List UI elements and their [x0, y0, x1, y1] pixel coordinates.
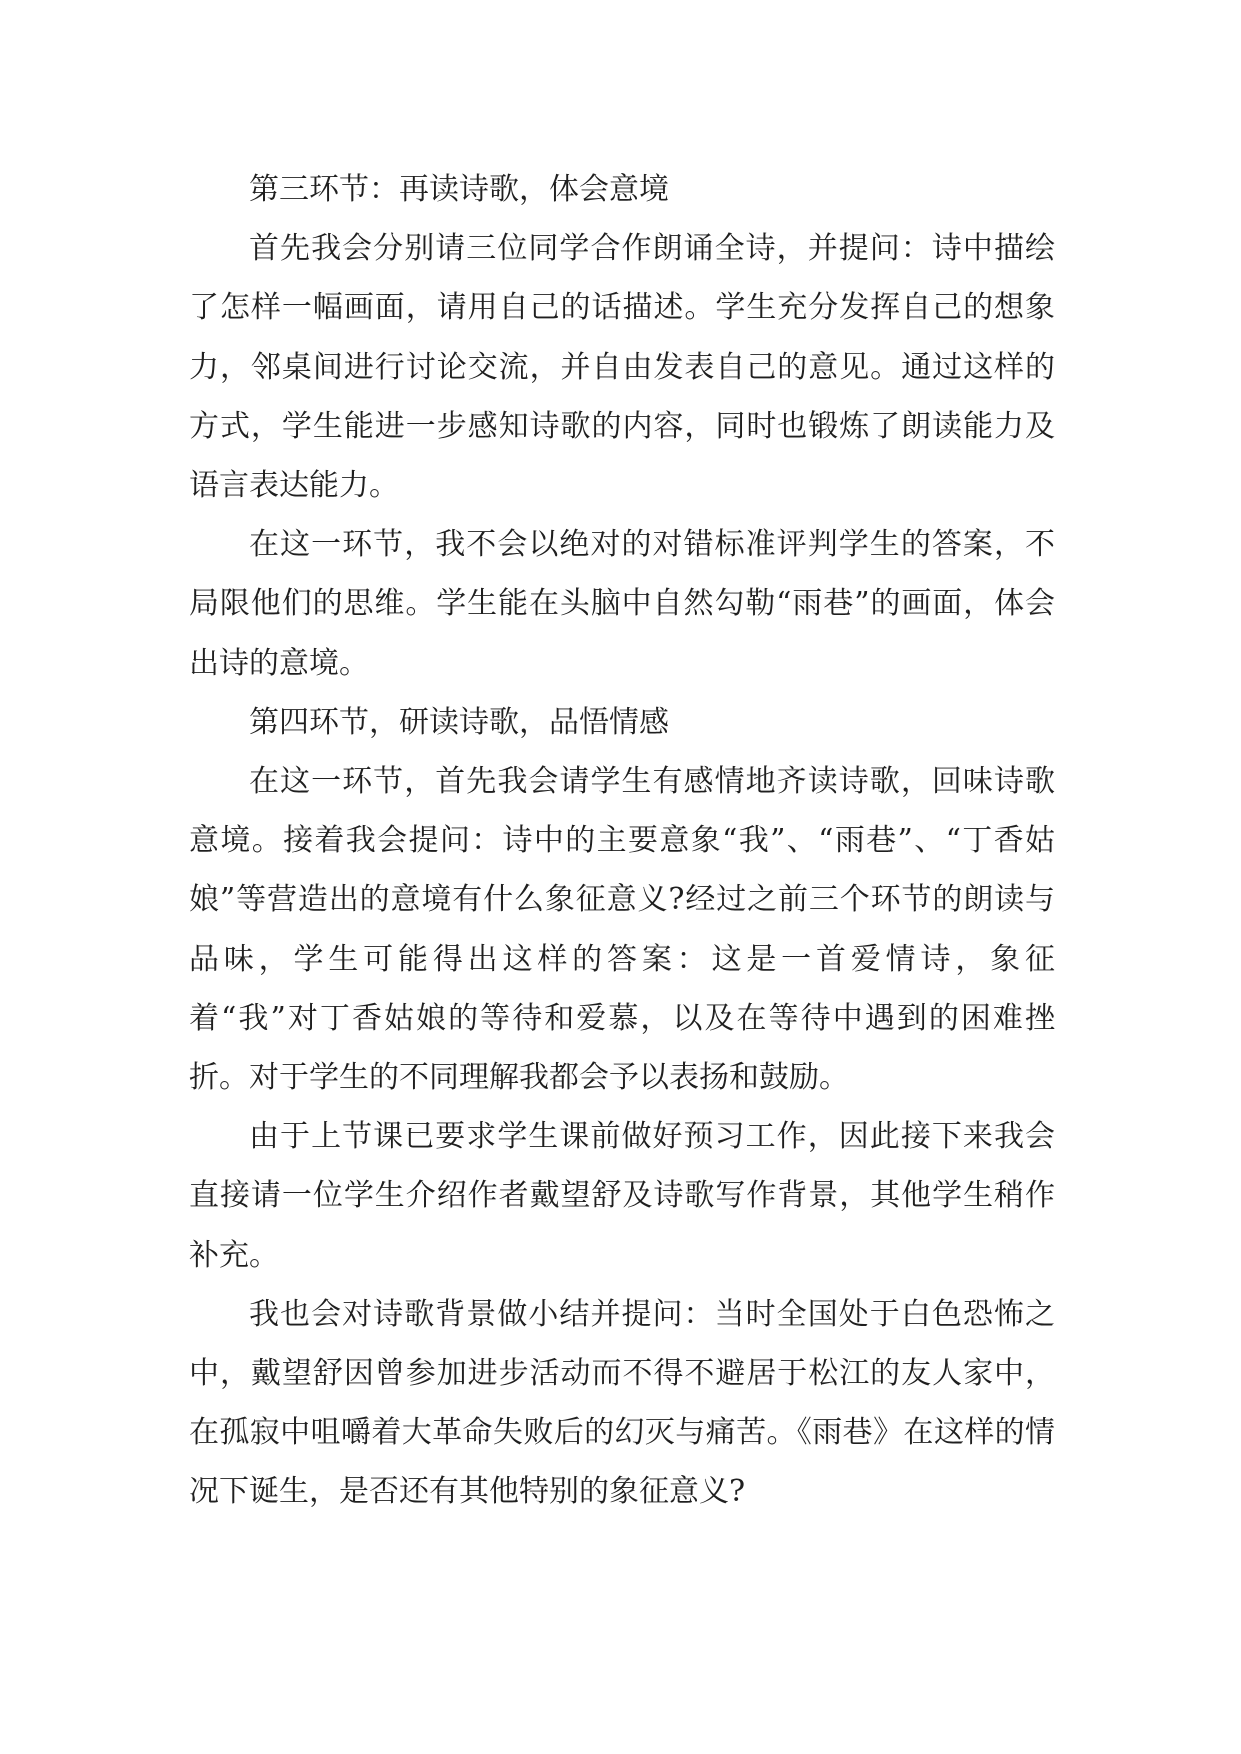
section-heading-4: 第四环节，研读诗歌，品悟情感: [249, 704, 669, 740]
paragraph: 在这一环节，首先我会请学生有感情地齐读诗歌，回味诗歌意境。接着我会提问：诗中的主要意象“我”、“雨巷”、“丁香姑娘”等营造出的意境有什么象征意义?经过之前三个环节的朗读与品味，学生可能得出这样的答案：这是一首爱情诗，象征着“我”对丁香姑娘的等待和爱慕，以及在等待中遇到的困难挫折。对于学生的不同理解我都会予以表扬和鼓励。: [189, 764, 1055, 1096]
paragraph: 在这一环节，我不会以绝对的对错标准评判学生的答案，不局限他们的思维。学生能在头脑中自然勾勒“雨巷”的画面，体会出诗的意境。: [189, 527, 1055, 681]
paragraph: 首先我会分别请三位同学合作朗诵全诗，并提问：诗中描绘了怎样一幅画面，请用自己的话描述。学生充分发挥自己的想象力，邻桌间进行讨论交流，并自由发表自己的意见。通过这样的方式，学生能进一步感知诗歌的内容，同时也锻炼了朗读能力及语言表达能力。: [189, 231, 1055, 504]
paragraph: 我也会对诗歌背景做小结并提问：当时全国处于白色恐怖之中，戴望舒因曾参加进步活动而不得不避居于松江的友人家中，在孤寂中咀嚼着大革命失败后的幻灭与痛苦。《雨巷》在这样的情况下诞生，是否还有其他特别的象征意义?: [189, 1296, 1055, 1510]
section-heading-3: 第三环节：再读诗歌，体会意境: [249, 172, 669, 207]
paragraph: 由于上节课已要求学生课前做好预习工作，因此接下来我会直接请一位学生介绍作者戴望舒及诗歌写作背景，其他学生稍作补充。: [189, 1119, 1055, 1273]
document-body: [189, 160, 1055, 1522]
